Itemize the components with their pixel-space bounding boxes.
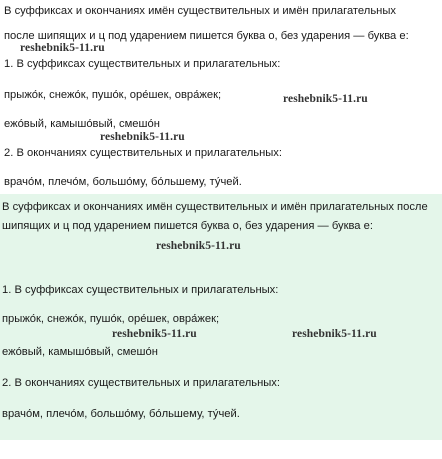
- watermark: reshebnik5-11.ru: [292, 328, 377, 340]
- panel-rule-1-examples-1: прыжо́к, снежо́к, пушо́к, оре́шек, овра́жек;: [2, 313, 220, 325]
- rule-1-examples-2: ежо́вый, камышо́вый, смешо́н: [4, 118, 160, 130]
- watermark: reshebnik5-11.ru: [100, 131, 185, 143]
- panel-rule-2-examples: врачо́м, плечо́м, большо́му, бо́льшему, ту́чей.: [2, 408, 240, 420]
- rule-2-examples: врачо́м, плечо́м, большо́му, бо́льшему, ту́чей.: [4, 176, 242, 188]
- panel-rule-1-examples-2: ежо́вый, камышо́вый, смешо́н: [2, 346, 158, 358]
- panel-rule-1-heading: 1. В суффиксах существительных и прилагательных:: [2, 284, 279, 296]
- intro-line-1: В суффиксах и окончаниях имён существительных и имён прилагательных: [4, 5, 396, 17]
- watermark: reshebnik5-11.ru: [283, 93, 368, 105]
- rule-1-examples-1: прыжо́к, снежо́к, пушо́к, оре́шек, овра́жек;: [4, 89, 222, 101]
- rule-1-heading: 1. В суффиксах существительных и прилагательных:: [4, 58, 281, 70]
- intro-line-2: после шипящих и ц под ударением пишется буква о, без ударения — буква е:: [4, 30, 409, 42]
- panel-rule-2-heading: 2. В окончаниях существительных и прилагательных:: [2, 377, 280, 389]
- watermark: reshebnik5-11.ru: [156, 240, 241, 252]
- watermark: reshebnik5-11.ru: [20, 42, 105, 54]
- panel-intro: В суффиксах и окончаниях имён существительных и имён прилагательных после шипящих и ц под ударением пишется буква о, без ударения — буква е:: [2, 201, 428, 232]
- watermark: reshebnik5-11.ru: [112, 328, 197, 340]
- answer-panel: [0, 194, 442, 440]
- rule-2-heading: 2. В окончаниях существительных и прилагательных:: [4, 147, 282, 159]
